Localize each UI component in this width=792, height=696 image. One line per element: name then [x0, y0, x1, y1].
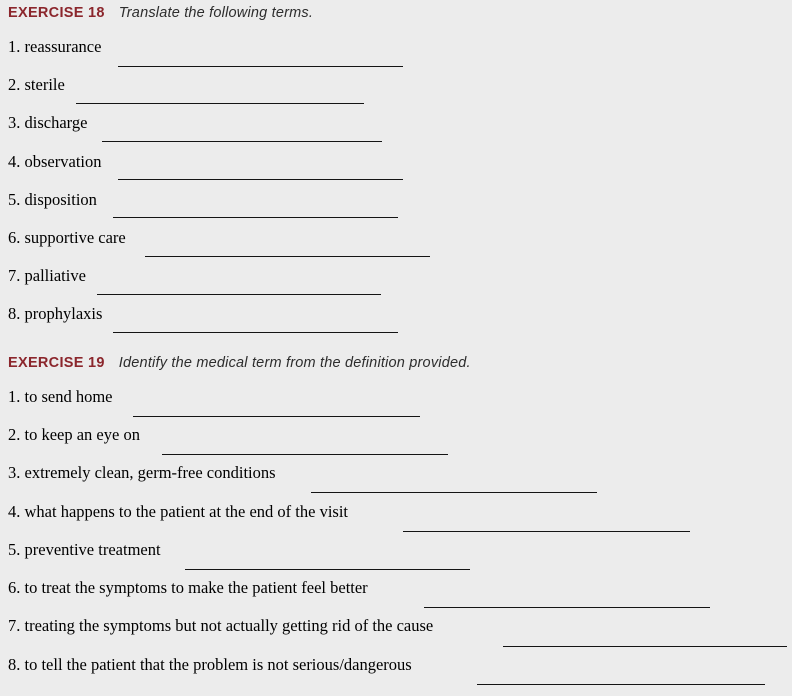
exercise-18-item-4: 4. observation: [8, 152, 102, 171]
answer-blank-line: [477, 684, 765, 685]
exercise-19-header: [8, 355, 471, 371]
exercise-18-item-3: 3. discharge: [8, 113, 88, 132]
answer-blank-line: [503, 646, 787, 647]
exercise-19-item-6: 6. to treat the symptoms to make the patient feel better: [8, 578, 368, 597]
exercise-18-item-2: 2. sterile: [8, 75, 65, 94]
answer-blank-line: [118, 179, 403, 180]
exercise-19-item-5: 5. preventive treatment: [8, 540, 161, 559]
answer-blank-line: [133, 416, 420, 417]
answer-blank-line: [113, 217, 398, 218]
answer-blank-line: [424, 607, 710, 608]
exercise-19-item-3: 3. extremely clean, germ-free conditions: [8, 463, 276, 482]
exercise-18-label: EXERCISE 18: [8, 5, 105, 21]
answer-blank-line: [145, 256, 430, 257]
exercise-19-item-1: 1. to send home: [8, 387, 113, 406]
exercise-18-item-8: 8. prophylaxis: [8, 304, 103, 323]
exercise-19-item-7: 7. treating the symptoms but not actually getting rid of the cause: [8, 616, 434, 635]
answer-blank-line: [185, 569, 470, 570]
exercise-19-instruction: Identify the medical term from the definition provided.: [118, 355, 471, 371]
answer-blank-line: [403, 531, 690, 532]
exercise-19-item-4: 4. what happens to the patient at the end of the visit: [8, 502, 348, 521]
exercise-18-item-7: 7. palliative: [8, 266, 86, 285]
answer-blank-line: [162, 454, 448, 455]
answer-blank-line: [118, 66, 403, 67]
answer-blank-line: [97, 294, 381, 295]
exercise-18-item-5: 5. disposition: [8, 190, 97, 209]
exercise-18-instruction: Translate the following terms.: [118, 5, 314, 21]
exercise-19-item-8: 8. to tell the patient that the problem is not serious/dangerous: [8, 655, 412, 674]
answer-blank-line: [102, 141, 382, 142]
answer-blank-line: [311, 492, 597, 493]
exercise-18-item-6: 6. supportive care: [8, 228, 126, 247]
exercise-18-header: [8, 5, 313, 21]
exercise-19-label: EXERCISE 19: [8, 355, 105, 371]
answer-blank-line: [76, 103, 364, 104]
exercise-18-item-1: 1. reassurance: [8, 37, 102, 56]
answer-blank-line: [113, 332, 398, 333]
exercise-19-item-2: 2. to keep an eye on: [8, 425, 140, 444]
